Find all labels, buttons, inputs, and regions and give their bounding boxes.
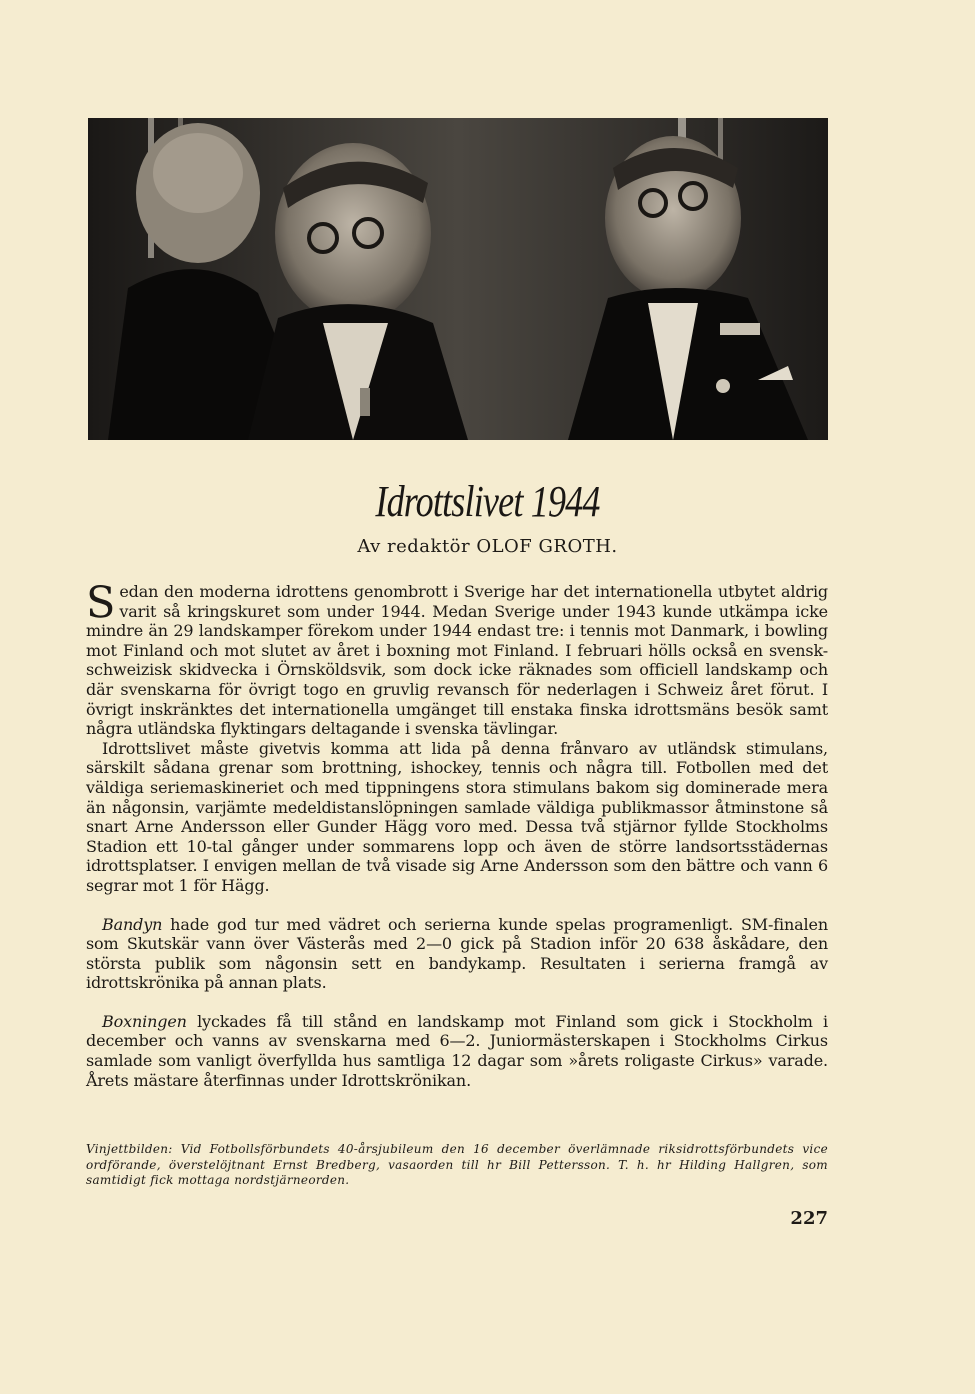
drop-cap: S <box>86 578 116 628</box>
article-title: Idrottslivet 1944 <box>375 477 600 526</box>
section-lead-boxing: Boxningen <box>102 1011 187 1031</box>
paragraph-bandy <box>86 915 828 993</box>
paragraph-text: lyckades få till stånd en landskamp mot Finland som gick i Stockholm i december och vanns av svenskarna med 6—2. Juniormästerskapen i Stockholms Cirkus samlade som vanligt överfyllda hus samtliga 12 dagar som »årets roligaste Cirkus» varade. Årets mästare återfinnas under Idrottskrönikan. <box>86 1011 828 1090</box>
paragraph-text: hade god tur med vädret och serierna kunde spelas programenligt. SM-finalen som Skutskär vann över Västerås med 2—0 gick på Stadion inför 20 638 åskådare, den största publik som någonsin sett en bandykamp. Resultaten i serierna framgå av idrottskrönika på annan plats. <box>86 914 828 993</box>
article-body <box>86 578 828 1090</box>
paragraph-text: edan den moderna idrottens genombrott i Sverige har det internationella utbytet aldrig varit så kringskuret som under 1944. Medan Sverige under 1943 kunde utkämpa icke mindre än 29 landskamper förekom under 1944 endast tre: i tennis mot Danmark, i bowling mot Finland och mot slutet av året i boxning mot Finland. I februari hölls också en svensk-schweizisk skidvecka i Örnsköldsvik, som dock icke räknades som officiell landskamp och där svenskarna för övrigt togo en gruvlig revansch för nederlagen i Schweiz året förut. I övrigt inskränktes det internationella umgänget till enstaka finska idrottsmäns besök samt några utländska flyktingars deltagande i svenska tävlingar. <box>86 582 828 739</box>
section-lead-bandy: Bandyn <box>102 914 163 934</box>
photo-caption: Vinjettbilden: Vid Fotbollsförbundets 40-årsjubileum den 16 december överlämnade riksidrottsförbundets vice ordförande, överstelöjtnant Ernst Bredberg, vasaorden till hr Bill Pettersson. T. h. hr Hilding Hallgren, som samtidigt fick mottaga nordstjärneorden. <box>86 1142 828 1187</box>
paragraph-boxing <box>86 1012 828 1090</box>
ceremony-photo-image <box>88 118 828 440</box>
page-number: 227 <box>790 1208 828 1229</box>
article-byline: Av redaktör OLOF GROTH. <box>357 536 618 557</box>
paragraph-athletics: Idrottslivet måste givetvis komma att lida på denna frånvaro av utländsk stimulans, särskilt sådana grenar som brottning, ishockey, tennis och några till. Fotbollen med det väldiga seriemaskineriet och med tippningens stora stimulans bakom sig dominerade mera än någonsin, varjämte medeldistanslöpningen samlade väldiga publikmassor åtminstone så snart Arne Andersson eller Gunder Hägg voro med. Dessa två stjärnor fyllde Stockholms Stadion ett 10-tal gånger under sommarens lopp och även de större landsortsstädernas idrottsplatser. I envigen mellan de två visade sig Arne Andersson som den bättre och vann 6 segrar mot 1 för Hägg. <box>86 738 828 895</box>
vignette-photo <box>88 118 828 440</box>
paragraph-intro <box>86 578 828 739</box>
